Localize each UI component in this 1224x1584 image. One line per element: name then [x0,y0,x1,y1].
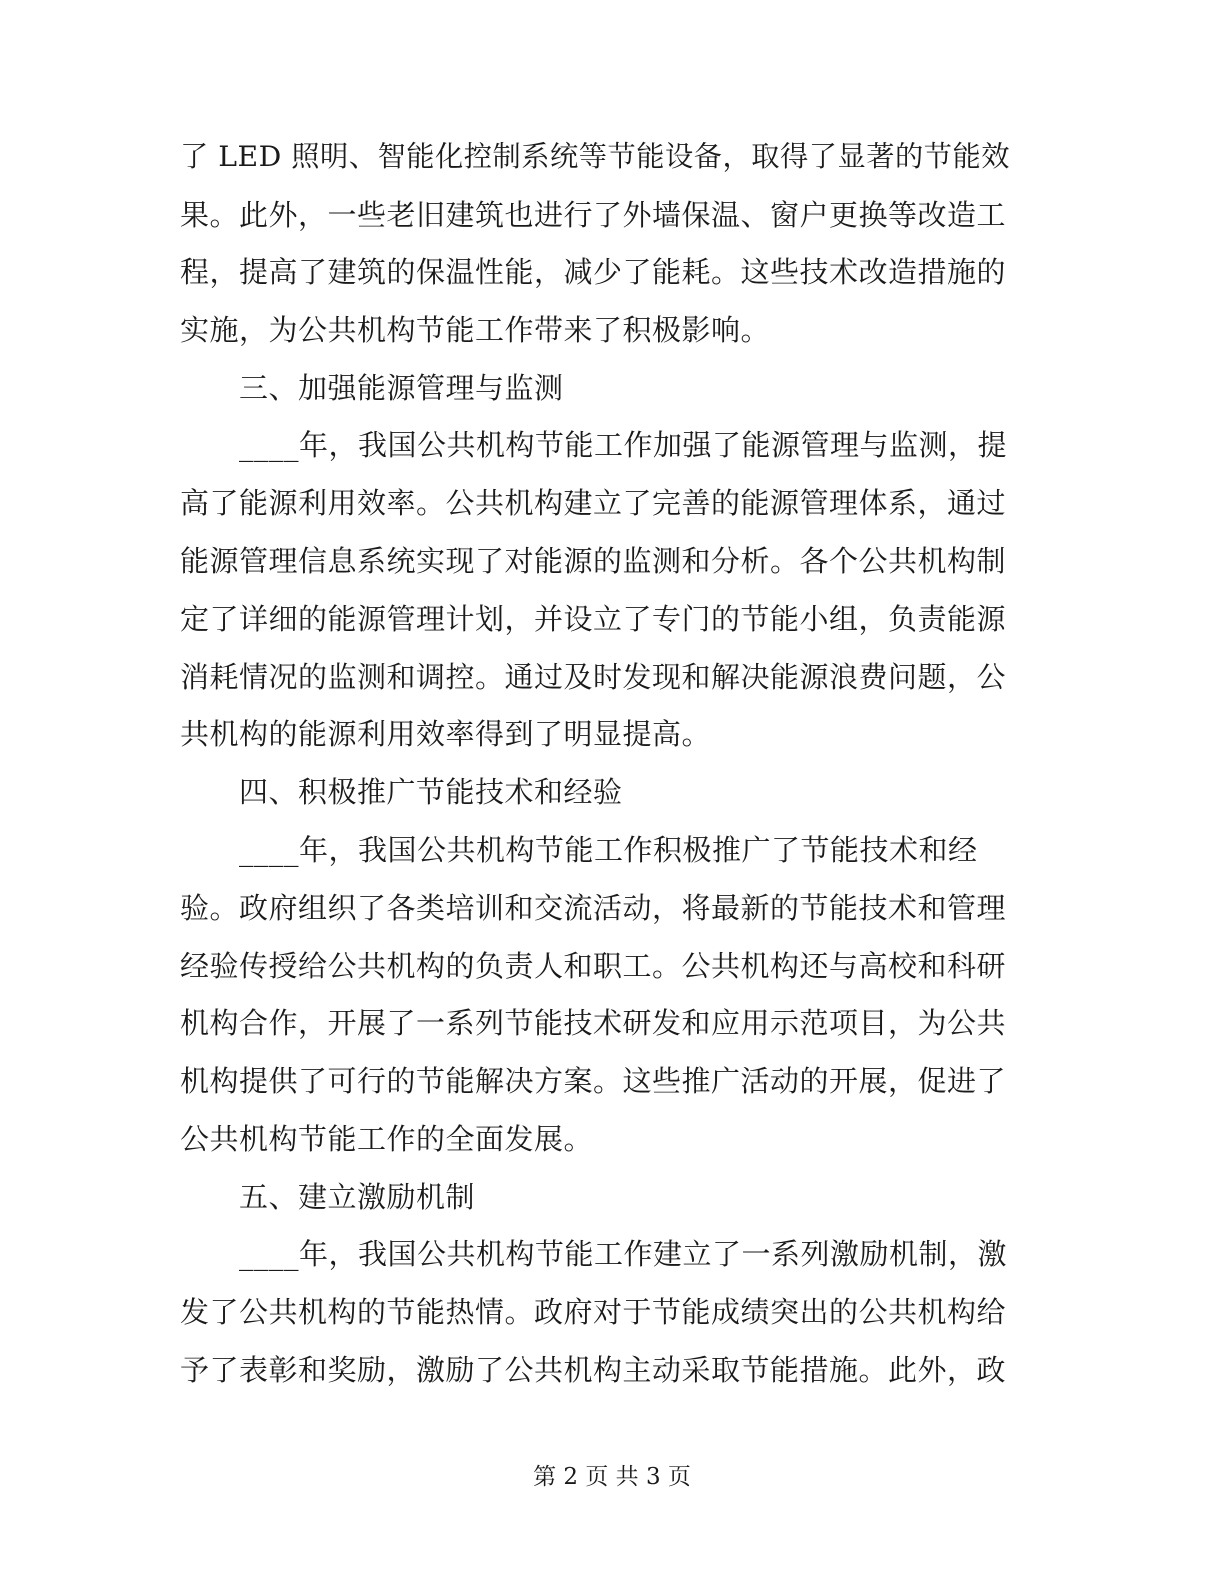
body-text-line: 共机构的能源利用效率得到了明显提高。 [180,717,712,751]
body-text-line: 消耗情况的监测和调控。通过及时发现和解决能源浪费问题，公 [180,660,1007,694]
body-text-line: 了 LED 照明、智能化控制系统等节能设备，取得了显著的节能效 [180,140,1010,173]
section-heading-5: 五、建立激励机制 [239,1180,476,1214]
body-text-line: 机构合作，开展了一系列节能技术研发和应用示范项目，为公共 [180,1006,1007,1040]
body-text-line: ____年，我国公共机构节能工作建立了一系列激励机制，激 [239,1237,1008,1271]
body-text-line: ____年，我国公共机构节能工作积极推广了节能技术和经 [239,833,978,867]
body-text-line: 果。此外，一些老旧建筑也进行了外墙保温、窗户更换等改造工 [180,198,1007,232]
body-text-line: 验。政府组织了各类培训和交流活动，将最新的节能技术和管理 [180,891,1007,925]
section-heading-4: 四、积极推广节能技术和经验 [239,775,623,809]
body-text-line: 高了能源利用效率。公共机构建立了完善的能源管理体系，通过 [180,486,1007,520]
body-text-line: 定了详细的能源管理计划，并设立了专门的节能小组，负责能源 [180,602,1007,636]
body-text-line: 予了表彰和奖励，激励了公共机构主动采取节能措施。此外，政 [180,1353,1007,1387]
body-text-line: 发了公共机构的节能热情。政府对于节能成绩突出的公共机构给 [180,1295,1007,1329]
body-text-line: 经验传授给公共机构的负责人和职工。公共机构还与高校和科研 [180,949,1007,983]
body-text-line: 能源管理信息系统实现了对能源的监测和分析。各个公共机构制 [180,544,1007,578]
page-number-footer: 第 2 页 共 3 页 [533,1464,691,1490]
body-text-line: 实施，为公共机构节能工作带来了积极影响。 [180,313,771,347]
body-text-line: 程，提高了建筑的保温性能，减少了能耗。这些技术改造措施的 [180,255,1007,289]
body-text-line: 机构提供了可行的节能解决方案。这些推广活动的开展，促进了 [180,1064,1007,1098]
body-text-line: 公共机构节能工作的全面发展。 [180,1122,594,1156]
body-text-line: ____年，我国公共机构节能工作加强了能源管理与监测，提 [239,428,1008,462]
section-heading-3: 三、加强能源管理与监测 [239,371,564,405]
